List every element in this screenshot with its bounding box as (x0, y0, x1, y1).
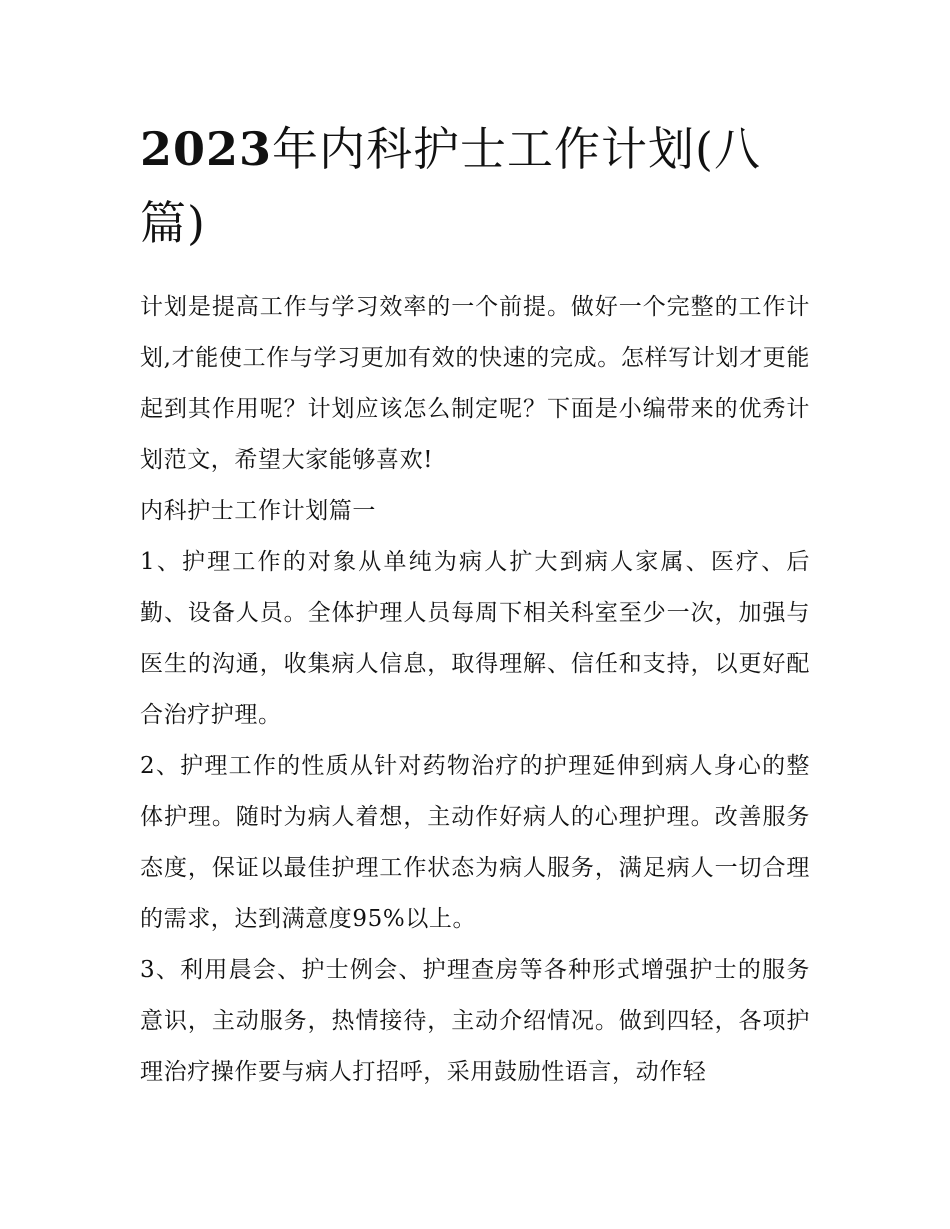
title-year: 2023 (140, 122, 273, 176)
section-heading: 内科护士工作计划篇一 (140, 498, 376, 524)
paragraph-item-2: 2、护理工作的性质从针对药物治疗的护理延伸到病人身心的整体护理。随时为病人着想，主动作好病人的心理护理。改善服务态度，保证以最佳护理工作状态为病人服务，满足病人一切合理的需求，达到满意度95%以上。 (140, 753, 810, 932)
title-text: 年内科护士工作计划(八篇) (140, 122, 761, 250)
document-page (140, 112, 820, 1098)
paragraph-item-1: 1、护理工作的对象从单纯为病人扩大到病人家属、医疗、后勤、设备人员。全体护理人员每周下相关科室至少一次，加强与医生的沟通，收集病人信息，取得理解、信任和支持，以更好配合治疗护理。 (140, 549, 810, 728)
document-title (140, 112, 780, 260)
document-body (140, 282, 820, 1098)
paragraph-item-3: 3、利用晨会、护士例会、护理查房等各种形式增强护士的服务意识，主动服务，热情接待，主动介绍情况。做到四轻，各项护理治疗操作要与病人打招呼，采用鼓励性语言，动作轻 (140, 957, 810, 1085)
intro-paragraph: 计划是提高工作与学习效率的一个前提。做好一个完整的工作计划,才能使工作与学习更加有效的快速的完成。怎样写计划才更能起到其作用呢？计划应该怎么制定呢？下面是小编带来的优秀计划范文，希望大家能够喜欢! (140, 294, 810, 473)
